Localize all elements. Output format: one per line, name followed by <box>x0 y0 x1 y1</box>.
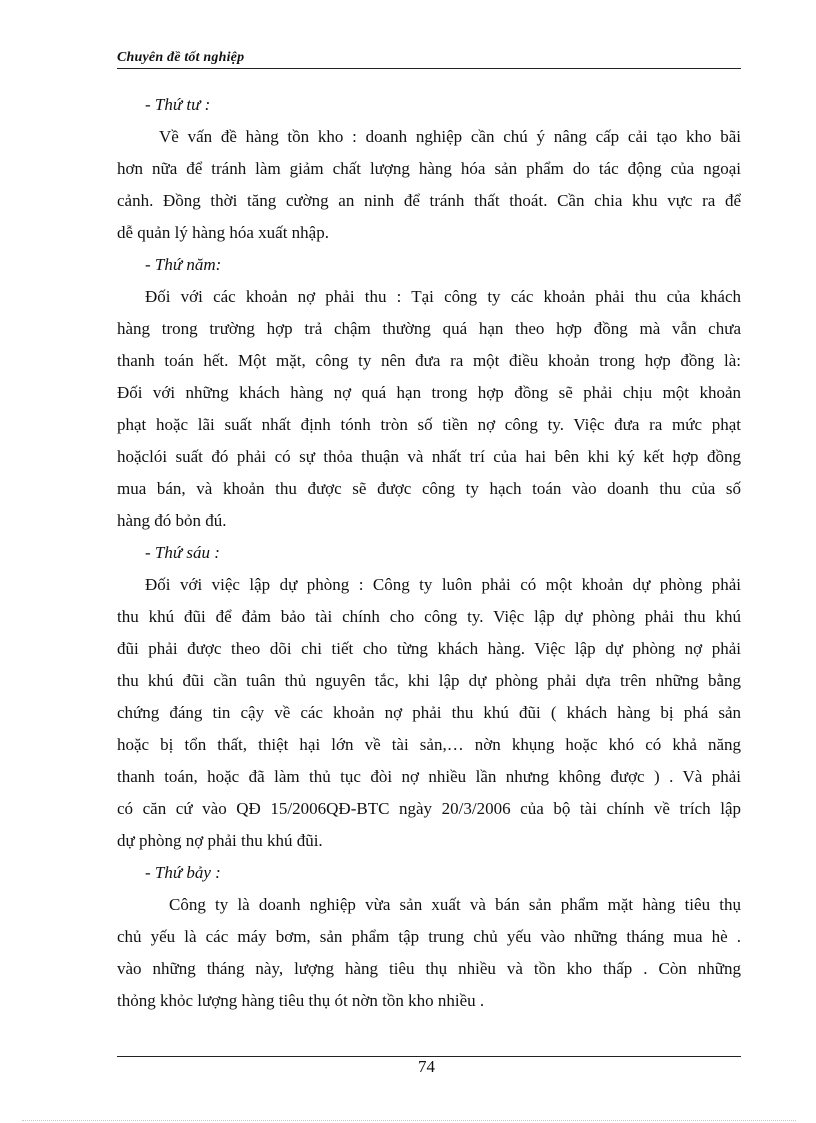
paragraph-line: thỏng khỏc lượng hàng tiêu thụ ót nờn tồn kho nhiều . <box>117 991 485 1010</box>
paragraph-line: cảnh. Đồng thời tăng cường an ninh để tránh thất thoát. Cần chia khu vực ra để <box>117 191 741 210</box>
paragraph-line: mua bán, và khoản thu được sẽ được công ty hạch toán vào doanh thu của số <box>117 479 741 498</box>
paragraph-line: vào những tháng này, lượng hàng tiêu thụ nhiều và tồn kho thấp . Còn những <box>117 959 741 978</box>
paragraph-line: hoặc bị tổn thất, thiệt hại lớn về tài sản,… nờn khụng hoặc khó có khả năng <box>117 735 741 754</box>
paragraph-line: Đối với việc lập dự phòng : Công ty luôn phải có một khoản dự phòng phải <box>145 575 741 594</box>
page-bottom-dotted-border <box>22 1120 796 1121</box>
paragraph-line: Về vấn đề hàng tồn kho : doanh nghiệp cần chú ý nâng cấp cải tạo kho bãi <box>159 127 741 146</box>
section-heading-sixth: - Thứ sáu : <box>145 543 220 562</box>
page-header <box>117 48 741 69</box>
paragraph-line: chủ yếu là các máy bơm, sản phẩm tập trung chủ yếu vào những tháng mua hè . <box>117 927 741 946</box>
page-body <box>117 89 741 1017</box>
paragraph-line: thanh toán, hoặc đã làm thủ tục đòi nợ nhiều lần nhưng không được ) . Và phải <box>117 767 741 786</box>
paragraph-line: hơn nữa để tránh làm giảm chất lượng hàng hóa sản phẩm do tác động của ngoại <box>117 159 741 178</box>
paragraph-line: hàng trong trường hợp trả chậm thường quá hạn theo hợp đồng mà vẫn chưa <box>117 319 741 338</box>
paragraph-line: đũi phải được theo dõi chi tiết cho từng khách hàng. Việc lập dự phòng nợ phải <box>117 639 741 658</box>
section-heading-fourth: - Thứ tư : <box>145 95 211 114</box>
paragraph-line: hoặclói suất đó phải có sự thỏa thuận và nhất trí của hai bên khi ký kết hợp đồng <box>117 447 741 466</box>
paragraph-line: Công ty là doanh nghiệp vừa sản xuất và bán sản phẩm mặt hàng tiêu thụ <box>169 895 741 914</box>
paragraph-line: thu khú đũi để đảm bảo tài chính cho công ty. Việc lập dự phòng phải thu khú <box>117 607 741 626</box>
paragraph-line: hàng đó bỏn đú. <box>117 511 227 530</box>
paragraph-line: Đối với các khoản nợ phải thu : Tại công ty các khoản phải thu của khách <box>145 287 741 306</box>
paragraph-line: thanh toán hết. Một mặt, công ty nên đưa ra một điều khoản trong hợp đồng là: <box>117 351 741 370</box>
paragraph-line: dự phòng nợ phải thu khú đũi. <box>117 831 323 850</box>
page-number: 74 <box>418 1057 435 1076</box>
header-title: Chuyên đề tốt nghiệp <box>117 50 245 65</box>
paragraph-line: có căn cứ vào QĐ 15/2006QĐ-BTC ngày 20/3/2006 của bộ tài chính về trích lập <box>117 799 741 818</box>
paragraph-line: chứng đáng tin cậy về các khoản nợ phải thu khú đũi ( khách hàng bị phá sản <box>117 703 741 722</box>
section-heading-fifth: - Thứ năm: <box>145 255 222 274</box>
paragraph-line: Đối với những khách hàng nợ quá hạn trong hợp đồng sẽ phải chịu một khoản <box>117 383 741 402</box>
section-heading-seventh: - Thứ bảy : <box>145 863 221 882</box>
paragraph-line: dễ quản lý hàng hóa xuất nhập. <box>117 223 329 242</box>
paragraph-line: phạt hoặc lãi suất nhất định tónh tròn số tiền nợ công ty. Việc đưa ra mức phạt <box>117 415 741 434</box>
paragraph-line: thu khú đũi cần tuân thủ nguyên tắc, khi lập dự phòng phải dựa trên những bằng <box>117 671 741 690</box>
